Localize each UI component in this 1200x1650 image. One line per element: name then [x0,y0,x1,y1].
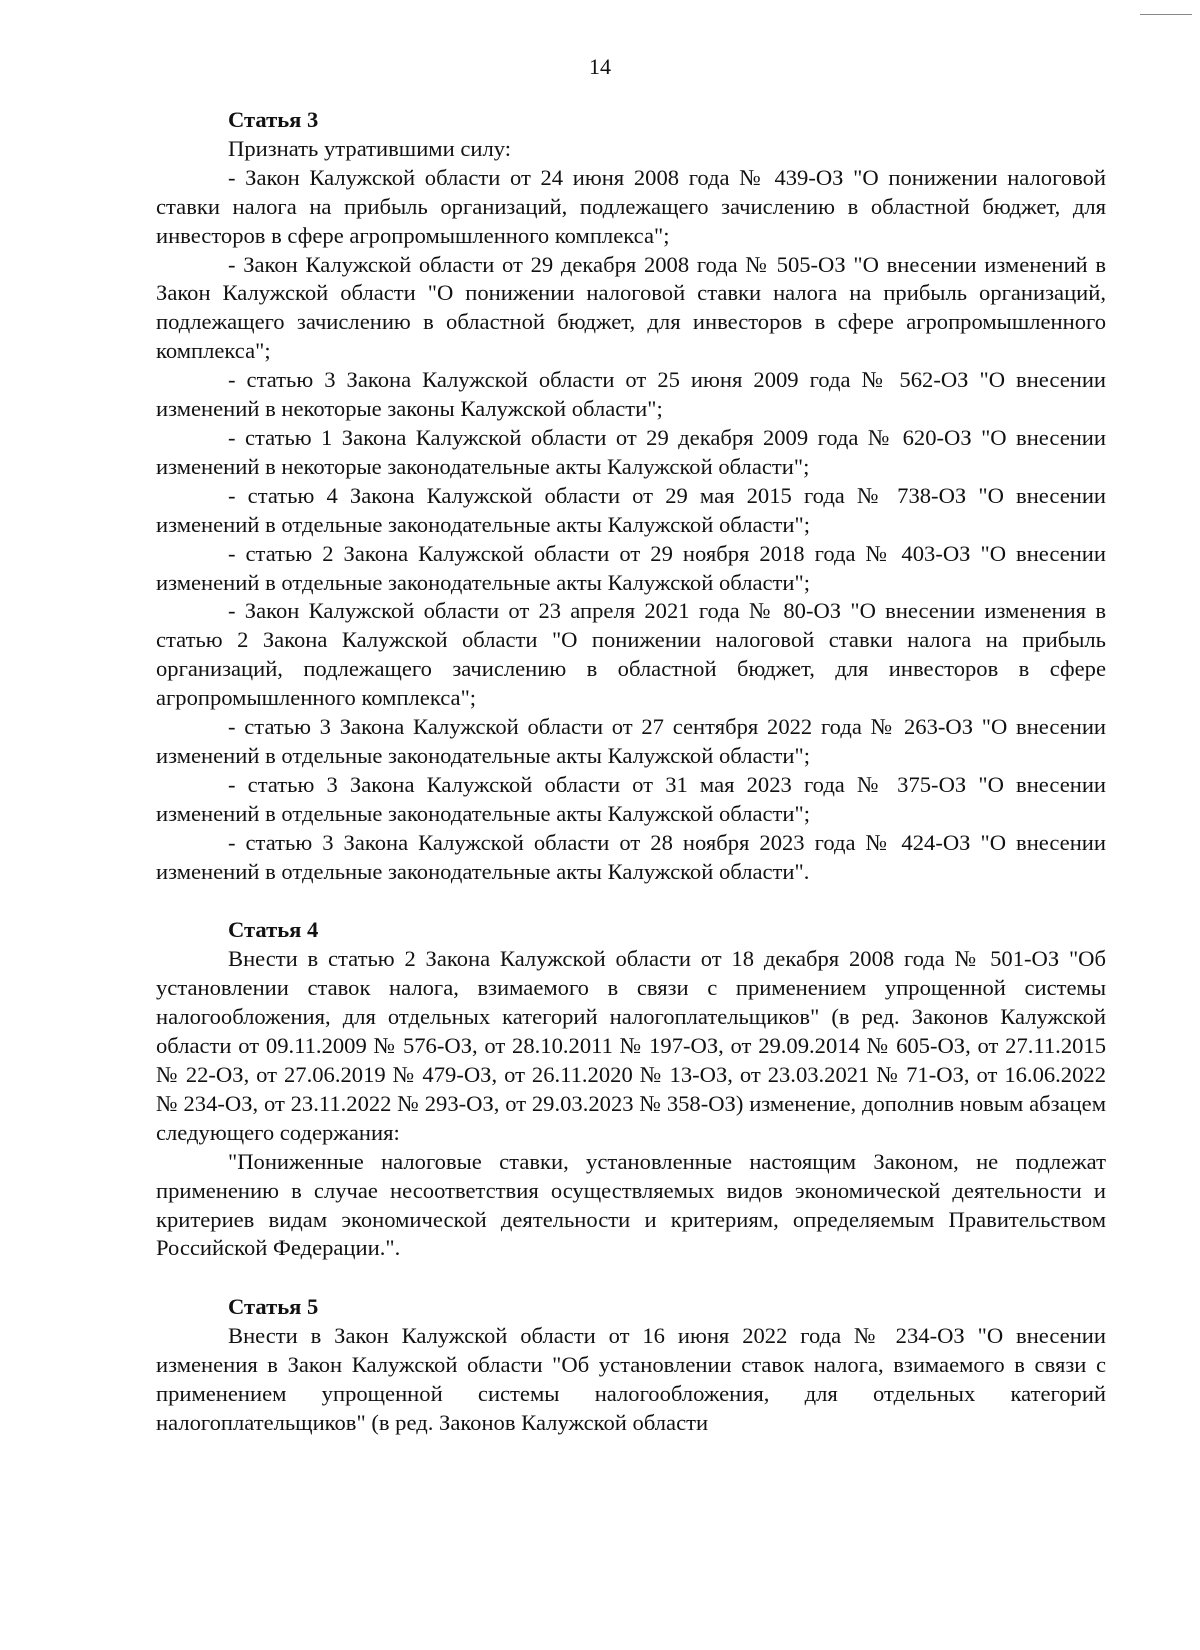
article-3-item: - Закон Калужской области от 29 декабря 2008 года № 505-ОЗ "О внесении изменений в Закон Калужской области "О понижении налоговой ставки налога на прибыль организаций, подлежащего зачислению в областной бюджет, для инвесторов в сфере агропромышленного комплекса"; [156,251,1106,364]
document-body [156,106,1106,1438]
article-3-item: - статью 1 Закона Калужской области от 29 декабря 2009 года № 620-ОЗ "О внесении изменений в некоторые законодательные акты Калужской области"; [156,424,1106,479]
article-3-item: - статью 3 Закона Калужской области от 28 ноября 2023 года № 424-ОЗ "О внесении изменений в отдельные законодательные акты Калужской области". [156,829,1106,884]
article-3-item: - статью 2 Закона Калужской области от 29 ноября 2018 года № 403-ОЗ "О внесении изменений в отдельные законодательные акты Калужской области"; [156,540,1106,595]
article-3-item: - статью 3 Закона Калужской области от 31 мая 2023 года № 375-ОЗ "О внесении изменений в отдельные законодательные акты Калужской области"; [156,771,1106,826]
section-gap [156,1263,1106,1293]
article-3-intro: Признать утратившими силу: [228,135,512,161]
scan-mark [1140,14,1192,15]
article-4-paragraph: Внести в статью 2 Закона Калужской области от 18 декабря 2008 года № 501-ОЗ "Об установлении ставок налога, взимаемого в связи с применением упрощенной системы налогообложения, для отдельных категорий налогоплательщиков" (в ред. Законов Калужской области от 09.11.2009 № 576-ОЗ, от 28.10.2011 № 197-ОЗ, от 29.09.2014 № 605-ОЗ, от 27.11.2015 № 22-ОЗ, от 27.06.2019 № 479-ОЗ, от 26.11.2020 № 13-ОЗ, от 23.03.2021 № 71-ОЗ, от 16.06.2022 № 234-ОЗ, от 23.11.2022 № 293-ОЗ, от 29.03.2023 № 358-ОЗ) изменение, дополнив новым абзацем следующего содержания: [156,946,1106,1145]
article-3-heading: Статья 3 [228,107,319,132]
article-3-item: - статью 3 Закона Калужской области от 27 сентября 2022 года № 263-ОЗ "О внесении изменений в отдельные законодательные акты Калужской области"; [156,714,1106,768]
article-5-paragraph: Внести в Закон Калужской области от 16 июня 2022 года № 234-ОЗ "О внесении изменения в Закон Калужской области "Об установлении ставок налога, взимаемого в связи с применением упрощенной системы налогообложения, для отдельных категорий налогоплательщиков" (в ред. Законов Калужской области [156,1323,1106,1435]
article-3-item: - Закон Калужской области от 24 июня 2008 года № 439-ОЗ "О понижении налоговой ставки налога на прибыль организаций, подлежащего зачислению в областной бюджет, для инвесторов в сфере агропромышленного комплекса"; [156,164,1106,248]
section-gap [156,886,1106,916]
article-3-item: - статью 3 Закона Калужской области от 25 июня 2009 года № 562-ОЗ "О внесении изменений в некоторые законы Калужской области"; [156,367,1106,422]
article-4-heading: Статья 4 [228,917,319,943]
article-3-item: - Закон Калужской области от 23 апреля 2021 года № 80-ОЗ "О внесении изменения в статью 2 Закона Калужской области "О понижении налоговой ставки налога на прибыль организаций, подлежащего зачислению в областной бюджет, для инвесторов в сфере агропромышленного комплекса"; [156,598,1106,711]
article-3-item: - статью 4 Закона Калужской области от 29 мая 2015 года № 738-ОЗ "О внесении изменений в отдельные законодательные акты Калужской области"; [156,482,1106,537]
article-4-quote: "Пониженные налоговые ставки, установленные настоящим Законом, не подлежат применению в случае несоответствия осуществляемых видов экономической деятельности и критериев видам экономической деятельности и критериям, определяемым Правительством Российской Федерации.". [156,1148,1106,1261]
page-number: 14 [589,54,611,79]
article-5-heading: Статья 5 [228,1294,319,1320]
